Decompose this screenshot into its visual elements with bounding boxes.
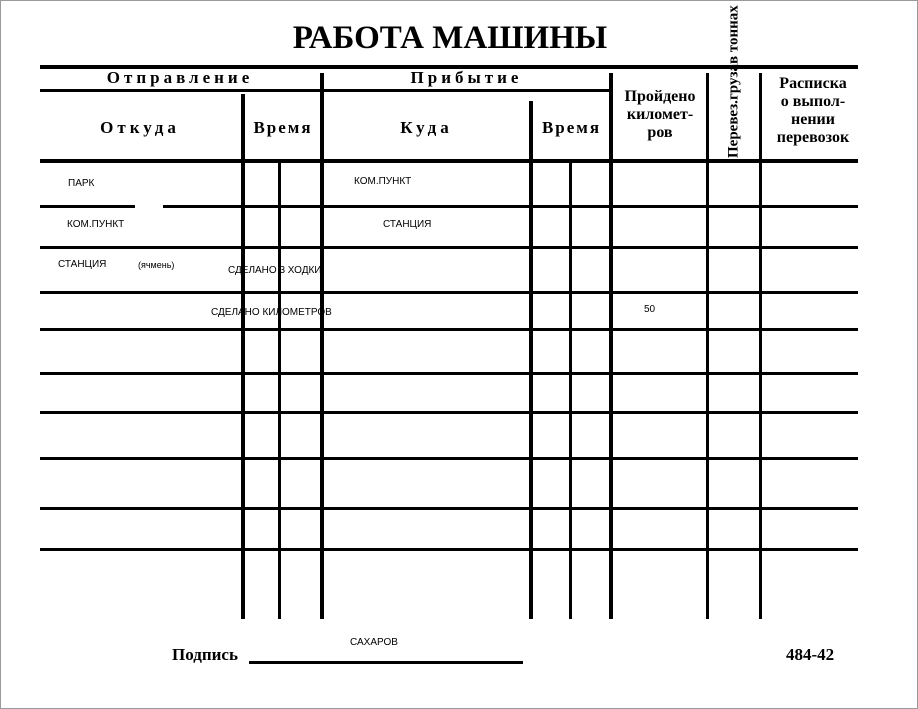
entry-r1-to: КОМ.ПУНКТ (354, 176, 412, 187)
header-departure-time: Время (253, 118, 313, 137)
entry-r3-from: СТАНЦИЯ (58, 259, 107, 270)
header-arrival: Прибытие (410, 68, 523, 87)
col-rule-km-cargo (706, 73, 709, 619)
col-rule-to-time (529, 101, 533, 619)
entry-r2-to: СТАНЦИЯ (383, 219, 432, 230)
row-rule-9 (40, 548, 858, 551)
row-rule-8 (40, 507, 858, 510)
form-number: 484-42 (786, 645, 835, 664)
row-rule-1b (163, 205, 858, 208)
entry-r1-from: ПАРК (68, 178, 95, 189)
signature-label: Подпись (172, 645, 238, 664)
header-bottom-rule (40, 159, 858, 163)
row-rule-5 (40, 372, 858, 375)
header-to: Куда (400, 118, 453, 137)
row-rule-4 (40, 328, 858, 331)
signature-name: САХАРОВ (350, 637, 398, 648)
header-from: Откуда (100, 118, 180, 137)
header-departure: Отправление (106, 68, 254, 87)
row-rule-6 (40, 411, 858, 414)
group-header-rule-right (323, 89, 613, 92)
entry-r4-km-label: СДЕЛАНО КИЛОМЕТРОВ (211, 307, 332, 318)
entry-r3-note: (ячмень) (138, 260, 175, 270)
col-rule-arrival-km (609, 73, 613, 619)
header-arrival-time: Время (541, 118, 602, 137)
header-receipt: Расписка о выпол- нении перевозок (776, 75, 850, 146)
col-rule-time-split-1 (278, 163, 281, 619)
col-rule-time-split-2 (569, 163, 572, 619)
row-rule-1a (40, 205, 135, 208)
col-rule-from-time (241, 94, 245, 619)
entry-r2-from: КОМ.ПУНКТ (67, 219, 125, 230)
signature-line (249, 661, 523, 664)
group-header-rule-left (40, 89, 323, 92)
col-rule-cargo-receipt (759, 73, 762, 619)
row-rule-2 (40, 246, 858, 249)
entry-r3-trips: СДЕЛАНО 3 ХОДКИ (228, 265, 322, 276)
header-cargo: Перевез. груза в тоннах (725, 5, 742, 158)
row-rule-7 (40, 457, 858, 460)
col-rule-departure-arrival (320, 73, 324, 619)
row-rule-3 (40, 291, 858, 294)
entry-r4-km-value: 50 (644, 304, 656, 315)
header-km: Пройдено километ- ров (624, 88, 696, 141)
form-title: РАБОТА МАШИНЫ (292, 20, 608, 56)
